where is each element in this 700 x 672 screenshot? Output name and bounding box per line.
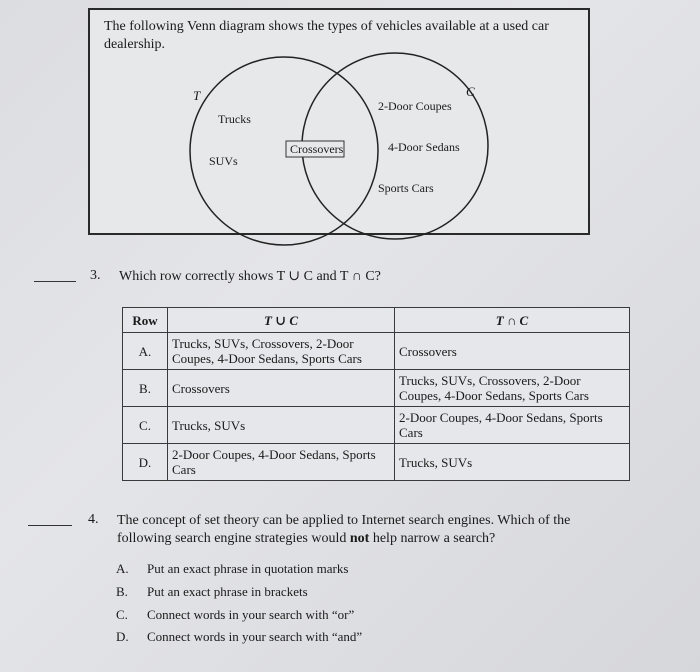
- intersection-cell: Crossovers: [395, 333, 630, 370]
- q4-text-bold: not: [349, 531, 370, 546]
- option-text: Put an exact phrase in brackets: [147, 584, 308, 599]
- union-cell: Trucks, SUVs: [168, 407, 395, 444]
- q4-text-post: help narrow a search?: [369, 531, 496, 546]
- q3-text: Which row correctly shows T ∪ C and T ∩ C?: [119, 269, 381, 284]
- table-row: [123, 370, 630, 407]
- table-header-row: [123, 308, 630, 333]
- venn-label-sedans: 4-Door Sedans: [388, 140, 460, 154]
- header-union: T ∪ C: [168, 308, 395, 333]
- option-text: Connect words in your search with “and”: [147, 629, 363, 644]
- intersection-cell: 2-Door Coupes, 4-Door Sedans, Sports Cars: [395, 407, 630, 444]
- venn-label-sports: Sports Cars: [378, 181, 434, 195]
- option-text: Connect words in your search with “or”: [147, 607, 355, 622]
- union-cell: 2-Door Coupes, 4-Door Sedans, Sports Cars: [168, 444, 395, 481]
- row-label: D.: [123, 444, 168, 481]
- row-label: B.: [123, 370, 168, 407]
- table-row: [123, 444, 630, 481]
- header-row: Row: [123, 308, 168, 333]
- venn-label-trucks: Trucks: [218, 112, 251, 126]
- option-letter: C.: [116, 607, 128, 622]
- venn-label-crossovers: Crossovers: [290, 142, 344, 156]
- q3-number: 3.: [90, 268, 101, 283]
- venn-set-c-label: C: [466, 84, 475, 99]
- q4-text: [117, 512, 597, 548]
- q4-number: 4.: [88, 512, 99, 527]
- venn-set-t-label: T: [193, 88, 201, 103]
- option-letter: B.: [116, 584, 128, 599]
- table-row: [123, 333, 630, 370]
- answer-table: [122, 307, 630, 481]
- q4-text-pre: The concept of set theory can be applied to Internet search engines. Which of the following search engine strategies would: [117, 513, 571, 546]
- intro-text: The following Venn diagram shows the types of vehicles available at a used car dealership.: [104, 19, 549, 52]
- option-letter: A.: [116, 561, 129, 576]
- union-cell: Crossovers: [168, 370, 395, 407]
- row-label: A.: [123, 333, 168, 370]
- answer-blank-q4: [28, 525, 72, 526]
- venn-circle-t: [190, 57, 378, 245]
- venn-label-coupes: 2-Door Coupes: [378, 99, 452, 113]
- header-intersection: T ∩ C: [395, 308, 630, 333]
- row-label: C.: [123, 407, 168, 444]
- union-cell: Trucks, SUVs, Crossovers, 2-Door Coupes, 4-Door Sedans, Sports Cars: [168, 333, 395, 370]
- intersection-cell: Trucks, SUVs, Crossovers, 2-Door Coupes, 4-Door Sedans, Sports Cars: [395, 370, 630, 407]
- intersection-cell: Trucks, SUVs: [395, 444, 630, 481]
- table-row: [123, 407, 630, 444]
- option-letter: D.: [116, 629, 129, 644]
- answer-blank-q3: [34, 281, 76, 282]
- option-text: Put an exact phrase in quotation marks: [147, 561, 349, 576]
- venn-label-suvs: SUVs: [209, 154, 238, 168]
